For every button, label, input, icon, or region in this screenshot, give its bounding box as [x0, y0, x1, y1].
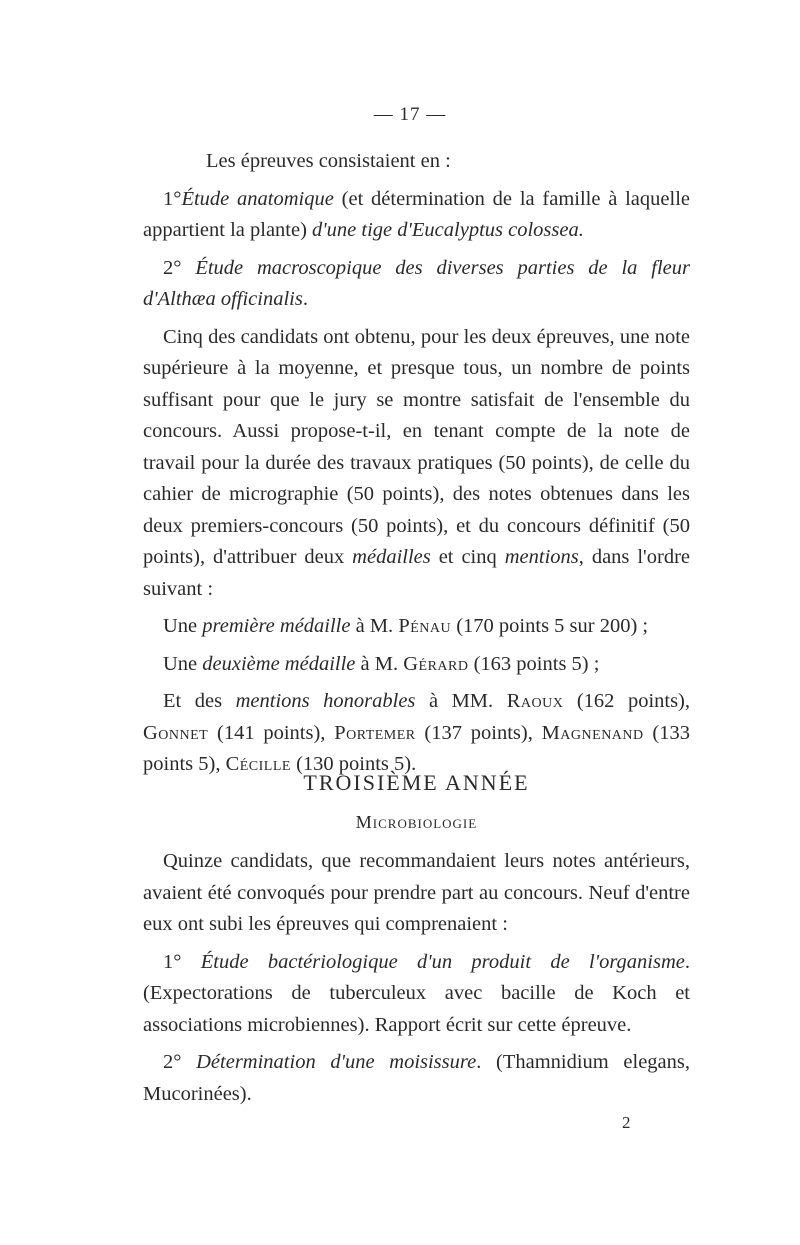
intro-paragraph: Les épreuves consistaient en : — [206, 150, 451, 172]
award-1-line: Une première médaille à M. Pénau (170 points 5 sur 200) ; — [163, 615, 649, 637]
results-paragraph: Cinq des candidats ont obtenu, pour les deux épreuves, une note supérieure à la moyenne, et presque tous, un nombre de points suffisant pour que le jury se montre satisfait de l'ensemble du concours. Aussi propose-t-il, en tenant compte de la note de travail pour la durée des travaux pratiques (50 points), de celle du cahier de micrographie (50 points), des notes obtenues dans les deux premiers-concours (50 points), et du concours définitif (50 points), d'attribuer deux médailles et cinq mentions, dans l'ordre suivant : — [143, 325, 691, 600]
test-2-paragraph: 2° Détermination d'une moisissure. (Thamnidium elegans, Mucorinées). — [143, 1051, 691, 1105]
candidates-paragraph: Quinze candidats, que recommandaient leurs notes antérieurs, avaient été convoqués pour prendre part au concours. Neuf d'entre eux ont subi les épreuves qui comprenaient : — [143, 850, 690, 935]
signature-mark: 2 — [622, 1113, 631, 1132]
text-block-upper — [143, 146, 690, 781]
test-2-title: Détermination d'une moisissure — [196, 1051, 477, 1073]
laureate-name: Cécille — [225, 753, 291, 775]
item-1-paragraph: 1°Étude anatomique (et détermination de la famille à laquelle appartient la plante) d'une tige d'Eucalyptus colossea. — [143, 187, 690, 241]
laureate-name: Magnenand — [541, 721, 644, 744]
mentions-paragraph: Et des mentions honorables à MM. Raoux (162 points), Gonnet (141 points), Portemer (137 points), Magnenand (133 points 5), Cécille (130 points 5). — [143, 690, 691, 775]
laureate-name: Portemer — [334, 721, 416, 744]
section-title: TROISIÈME ANNÉE — [303, 770, 530, 795]
page-number-header: — 17 — — [373, 104, 447, 125]
test-1-paragraph: 1° Étude bactériologique d'un produit de l'organisme. (Expectorations de tuberculeux avec bacille de Koch et associations microbiennes). Rapport écrit sur cette épreuve. — [143, 950, 691, 1036]
laureate-name: Raoux — [506, 690, 564, 712]
item-1-title: Étude anatomique — [181, 187, 334, 210]
item-2-paragraph: 2° Étude macroscopique des diverses parties de la fleur d'Althæa officinalis. — [143, 256, 691, 310]
laureate-name: Gonnet — [143, 721, 209, 744]
item-1-subject: d'une tige d'Eucalyptus colossea. — [312, 219, 584, 241]
subsection-title: Microbiologie — [355, 812, 478, 832]
award-2-line: Une deuxième médaille à M. Gérard (163 points 5) ; — [163, 652, 600, 675]
test-1-title: Étude bactériologique d'un produit de l'organisme — [200, 950, 685, 973]
laureate-name: Gérard — [403, 652, 469, 675]
text-block-lower — [143, 846, 690, 1110]
item-2-title: Étude macroscopique des diverses parties de la fleur d'Althæa officinalis — [143, 256, 691, 310]
laureate-name: Pénau — [398, 615, 452, 637]
